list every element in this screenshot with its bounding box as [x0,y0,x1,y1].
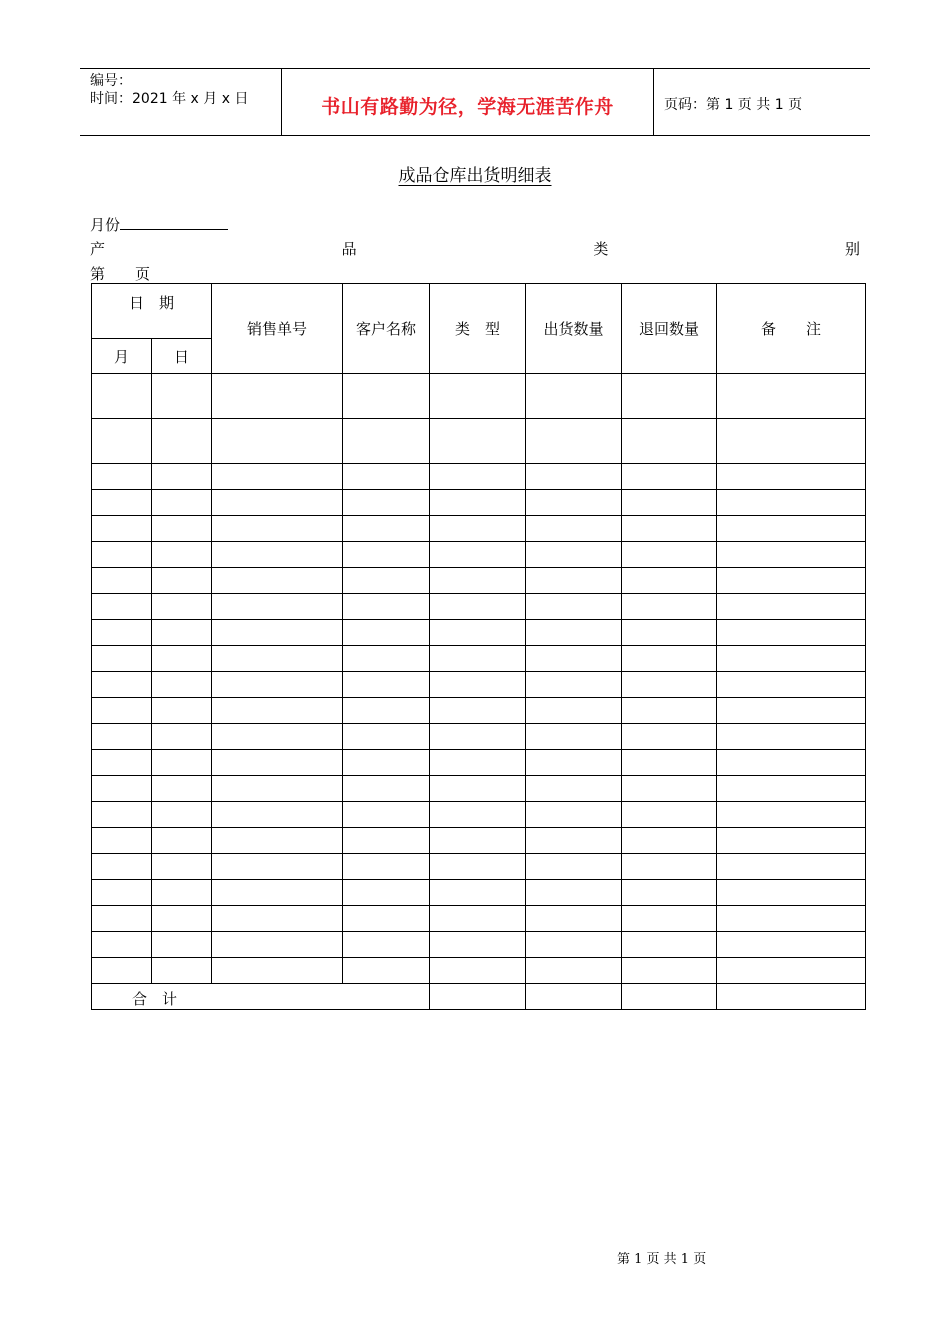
month-field [90,214,228,235]
table-cell[interactable] [622,750,717,776]
table-cell[interactable] [343,646,430,672]
table-cell[interactable] [622,516,717,542]
table-row [92,419,866,464]
table-cell[interactable] [430,672,526,698]
table-cell[interactable] [212,568,343,594]
table-cell[interactable] [622,620,717,646]
table-cell[interactable] [152,750,212,776]
day-header: 日 [152,339,212,374]
column-header: 客户名称 [343,284,430,374]
table-cell[interactable] [622,932,717,958]
table-cell[interactable] [622,880,717,906]
table-cell[interactable] [343,880,430,906]
header-divider [653,69,654,136]
table-cell[interactable] [430,776,526,802]
table-cell[interactable] [92,594,152,620]
table-cell[interactable] [343,568,430,594]
table-row [92,568,866,594]
table-cell[interactable] [430,906,526,932]
table-cell[interactable] [152,419,212,464]
table-cell[interactable] [152,490,212,516]
total-cell[interactable] [717,984,866,1010]
table-cell[interactable] [92,776,152,802]
table-cell[interactable] [526,542,622,568]
table-cell[interactable] [622,724,717,750]
table-cell[interactable] [92,419,152,464]
table-cell[interactable] [717,568,866,594]
table-cell[interactable] [430,594,526,620]
table-cell[interactable] [717,620,866,646]
table-cell[interactable] [430,490,526,516]
table-cell[interactable] [92,932,152,958]
page-footer: 第 1 页 共 1 页 [617,1252,707,1267]
column-header: 销售单号 [212,284,343,374]
table-cell[interactable] [526,516,622,542]
table-cell[interactable] [622,906,717,932]
total-label: 合 计 [92,984,430,1010]
table-cell[interactable] [526,698,622,724]
total-cell[interactable] [526,984,622,1010]
table-row [92,464,866,490]
table-cell[interactable] [622,854,717,880]
table-row [92,958,866,984]
table-row [92,906,866,932]
table-cell[interactable] [717,750,866,776]
category-char: 品 [341,240,357,258]
table-cell[interactable] [343,802,430,828]
table-row [92,516,866,542]
table-cell[interactable] [152,724,212,750]
table-row [92,776,866,802]
table-cell[interactable] [152,854,212,880]
table-cell[interactable] [343,698,430,724]
table-cell[interactable] [622,828,717,854]
table-cell[interactable] [430,568,526,594]
product-category-row [90,238,860,259]
table-cell[interactable] [622,374,717,419]
table-cell[interactable] [717,542,866,568]
table-cell[interactable] [343,854,430,880]
total-cell[interactable] [622,984,717,1010]
table-cell[interactable] [343,374,430,419]
table-cell[interactable] [622,419,717,464]
table-cell[interactable] [343,419,430,464]
table-row [92,594,866,620]
table-cell[interactable] [526,958,622,984]
table-cell[interactable] [526,568,622,594]
table-cell[interactable] [212,776,343,802]
table-cell[interactable] [717,646,866,672]
column-header: 出货数量 [526,284,622,374]
table-cell[interactable] [430,698,526,724]
table-cell[interactable] [343,620,430,646]
table-cell[interactable] [430,880,526,906]
table-cell[interactable] [430,646,526,672]
table-cell[interactable] [343,464,430,490]
table-cell[interactable] [717,419,866,464]
table-cell[interactable] [430,419,526,464]
table-cell[interactable] [622,672,717,698]
table-row [92,620,866,646]
table-cell[interactable] [92,724,152,750]
table-cell[interactable] [212,750,343,776]
table-cell[interactable] [212,620,343,646]
table-cell[interactable] [717,828,866,854]
column-header: 备 注 [717,284,866,374]
table-cell[interactable] [717,464,866,490]
page-title [0,161,950,186]
table-cell[interactable] [92,828,152,854]
table-cell[interactable] [717,374,866,419]
month-blank-line [120,215,228,230]
table-cell[interactable] [212,374,343,419]
table-cell[interactable] [152,672,212,698]
table-row [92,880,866,906]
table-cell[interactable] [343,672,430,698]
table-cell[interactable] [430,932,526,958]
table-cell[interactable] [152,646,212,672]
table-cell[interactable] [212,516,343,542]
table-cell[interactable] [526,880,622,906]
table-cell[interactable] [212,828,343,854]
table-cell[interactable] [343,932,430,958]
table-cell[interactable] [717,880,866,906]
table-cell[interactable] [717,802,866,828]
table-cell[interactable] [430,724,526,750]
table-cell[interactable] [343,750,430,776]
table-cell[interactable] [152,906,212,932]
table-cell[interactable] [622,958,717,984]
column-header: 退回数量 [622,284,717,374]
table-cell[interactable] [717,906,866,932]
table-cell[interactable] [343,724,430,750]
table-cell[interactable] [92,516,152,542]
table-row [92,672,866,698]
table-cell[interactable] [212,419,343,464]
category-char: 类 [593,240,609,258]
table-cell[interactable] [430,464,526,490]
table-cell[interactable] [526,776,622,802]
table-cell[interactable] [343,516,430,542]
table-cell[interactable] [717,724,866,750]
table-cell[interactable] [622,542,717,568]
total-row [92,984,866,1010]
table-cell[interactable] [526,419,622,464]
table-row [92,828,866,854]
table-cell[interactable] [717,516,866,542]
date-header: 日 期 [92,284,212,339]
month-label: 月份 [90,216,121,234]
table-cell[interactable] [152,568,212,594]
table-cell[interactable] [622,568,717,594]
table-cell[interactable] [430,958,526,984]
table-cell[interactable] [717,672,866,698]
table-cell[interactable] [152,698,212,724]
table-cell[interactable] [622,594,717,620]
table-cell[interactable] [92,906,152,932]
table-cell[interactable] [152,620,212,646]
table-cell[interactable] [212,958,343,984]
table-cell[interactable] [526,490,622,516]
table-cell[interactable] [92,542,152,568]
table-cell[interactable] [343,490,430,516]
table-row [92,802,866,828]
table-cell[interactable] [212,672,343,698]
table-cell[interactable] [212,646,343,672]
header-motto: 书山有路勤为径，学海无涯苦作舟 [321,96,614,118]
table-cell[interactable] [92,698,152,724]
table-cell[interactable] [430,620,526,646]
table-cell[interactable] [152,802,212,828]
table-cell[interactable] [717,958,866,984]
table-cell[interactable] [717,776,866,802]
table-cell[interactable] [622,464,717,490]
table-cell[interactable] [92,854,152,880]
table-cell[interactable] [526,620,622,646]
table-cell[interactable] [92,646,152,672]
number-label: 编号： [90,73,132,89]
table-row [92,542,866,568]
table-row [92,374,866,419]
table-cell[interactable] [152,464,212,490]
table-cell[interactable] [622,698,717,724]
table-cell[interactable] [526,854,622,880]
table-cell[interactable] [152,958,212,984]
document-header [80,68,870,136]
table-cell[interactable] [526,906,622,932]
table-cell[interactable] [92,490,152,516]
table-cell[interactable] [212,906,343,932]
table-cell[interactable] [92,958,152,984]
table-cell[interactable] [343,958,430,984]
table-cell[interactable] [92,620,152,646]
table-cell[interactable] [212,464,343,490]
table-row [92,646,866,672]
table-cell[interactable] [717,490,866,516]
table-cell[interactable] [430,542,526,568]
table-cell[interactable] [526,750,622,776]
table-cell[interactable] [152,880,212,906]
table-cell[interactable] [152,374,212,419]
table-cell[interactable] [212,880,343,906]
table-cell[interactable] [526,672,622,698]
month-header: 月 [92,339,152,374]
table-cell[interactable] [343,776,430,802]
table-cell[interactable] [717,698,866,724]
table-cell[interactable] [152,542,212,568]
table-cell[interactable] [92,464,152,490]
table-cell[interactable] [717,932,866,958]
table-cell[interactable] [212,724,343,750]
total-cell[interactable] [430,984,526,1010]
table-row [92,750,866,776]
table-cell[interactable] [92,802,152,828]
table-cell[interactable] [622,802,717,828]
table-cell[interactable] [92,672,152,698]
table-cell[interactable] [526,724,622,750]
page-number-label: 第 页 [90,265,151,283]
table-cell[interactable] [430,854,526,880]
table-cell[interactable] [526,802,622,828]
table-cell[interactable] [152,776,212,802]
table-cell[interactable] [526,932,622,958]
table-row [92,724,866,750]
table-cell[interactable] [212,854,343,880]
table-cell[interactable] [526,464,622,490]
table-cell[interactable] [343,542,430,568]
page-code: 页码：第 1 页 共 1 页 [664,97,803,113]
table-cell[interactable] [430,516,526,542]
table-cell[interactable] [152,828,212,854]
table-cell[interactable] [92,374,152,419]
table-cell[interactable] [430,374,526,419]
title-text: 成品仓库出货明细表 [398,166,552,186]
table-cell[interactable] [717,594,866,620]
table-cell[interactable] [430,750,526,776]
category-char: 产 [90,240,106,258]
table-cell[interactable] [343,594,430,620]
table-cell[interactable] [526,594,622,620]
table-cell[interactable] [717,854,866,880]
table-cell[interactable] [212,802,343,828]
header-info [90,72,248,108]
table-cell[interactable] [622,490,717,516]
table-cell[interactable] [212,542,343,568]
table-cell[interactable] [152,594,212,620]
table-header-row [92,284,866,339]
category-char: 别 [844,240,860,258]
table-cell[interactable] [152,516,212,542]
column-header: 类 型 [430,284,526,374]
table-cell[interactable] [622,776,717,802]
shipment-table [91,283,866,1010]
table-cell[interactable] [212,490,343,516]
table-row [92,698,866,724]
table-cell[interactable] [212,932,343,958]
table-row [92,490,866,516]
table-cell[interactable] [343,906,430,932]
table-cell[interactable] [526,374,622,419]
table-cell[interactable] [526,646,622,672]
table-cell[interactable] [622,646,717,672]
table-cell[interactable] [212,698,343,724]
table-cell[interactable] [212,594,343,620]
table-row [92,932,866,958]
time-label: 时间：2021 年 x 月 x 日 [90,91,249,107]
table-cell[interactable] [526,828,622,854]
table-row [92,854,866,880]
table-cell[interactable] [430,802,526,828]
table-cell[interactable] [92,880,152,906]
table-cell[interactable] [343,828,430,854]
table-cell[interactable] [92,568,152,594]
table-cell[interactable] [92,750,152,776]
table-cell[interactable] [152,932,212,958]
table-cell[interactable] [430,828,526,854]
